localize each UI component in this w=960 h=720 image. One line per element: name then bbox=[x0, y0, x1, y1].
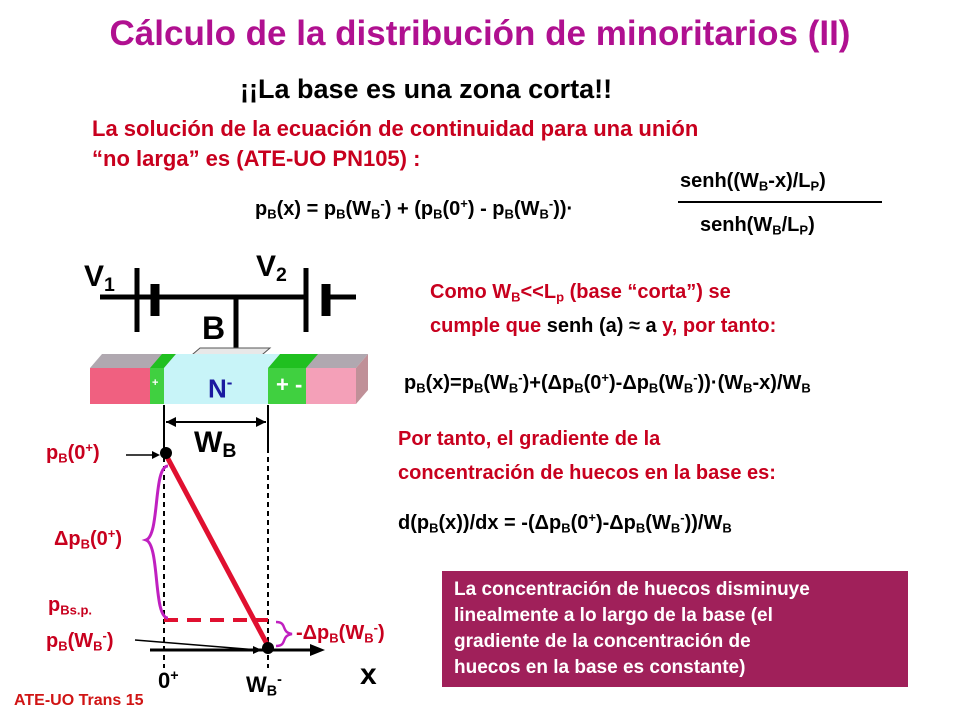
v2-label: $V_2$ bbox=[256, 250, 287, 286]
pbsp-label: $p_{Bs.p.}$ bbox=[48, 594, 93, 618]
gradient-line-1: Por tanto, el gradiente de la bbox=[398, 428, 661, 450]
formula1-numerator: $senh((W_B-x)/L_P)$ bbox=[680, 170, 826, 194]
footer-label: ATE-UO Trans 15 bbox=[14, 692, 144, 709]
intro-line-1: La solución de la ecuación de continuidad para una unión bbox=[92, 116, 699, 141]
point-pbwb bbox=[262, 642, 274, 654]
note-line-4: huecos en la base es constante) bbox=[454, 657, 746, 678]
formula3: $d(p_B(x))/dx = -(\Delta p_B(0^+)-\Delta p_B(W_B^-))/W_B$ bbox=[398, 510, 732, 536]
subtitle: ¡¡La base es una zona corta!! bbox=[240, 74, 613, 104]
formula2: $p_B(x)=p_B(W_B^-)+(\Delta p_B(0^+)-\Delta p_B(W_B^-))\cdot(W_B-x)/W_B$ bbox=[404, 370, 811, 396]
emitter-region bbox=[90, 368, 150, 404]
base-top bbox=[164, 354, 280, 368]
delta-pb0-label: $\Delta p_B(0^+)$ bbox=[54, 526, 123, 552]
delta-pbwb-bracket bbox=[276, 622, 292, 646]
base-label: B bbox=[202, 310, 226, 346]
page-title: Cálculo de la distribución de minoritarios (II) bbox=[109, 14, 851, 53]
wb-arrow-left bbox=[166, 417, 176, 427]
n-region-label: N- bbox=[208, 373, 233, 404]
wb-arrow-right bbox=[256, 417, 266, 427]
intro-line-2: “no larga” es (ATE-UO PN105) : bbox=[92, 146, 421, 171]
formula1-denominator: $senh(W_B/L_P)$ bbox=[700, 214, 815, 238]
collector-region bbox=[306, 368, 356, 404]
svg-text:+: + bbox=[152, 377, 159, 389]
axis-wb-label: $W_B^-$ bbox=[246, 672, 282, 700]
point-pb0 bbox=[160, 447, 172, 459]
delta-pbwb-label: $-\Delta p_B(W_B^-)$ bbox=[296, 620, 385, 646]
formula1-lhs: $p_B(x) = p_B(W_B^-) + (p_B(0^+) - p_B(W_B^-))\cdot$ bbox=[255, 196, 574, 222]
pbwb-label: $p_B(W_B^-)$ bbox=[46, 628, 114, 654]
pb0-label: $p_B(0^+)$ bbox=[46, 440, 100, 466]
plus-minus-label: + - bbox=[276, 372, 303, 397]
wb-label: $W_B$ bbox=[194, 426, 237, 462]
v1-label: $V_1$ bbox=[84, 260, 115, 296]
gradient-line-2: concentración de huecos en la base es: bbox=[398, 462, 776, 484]
axis-x-label: x bbox=[360, 658, 377, 691]
como-line-1: Como $W_B<<L_p$ (base “corta”) se bbox=[430, 281, 731, 305]
concentration-profile-line bbox=[166, 455, 268, 646]
note-box bbox=[442, 571, 908, 687]
x-axis-arrow bbox=[310, 644, 325, 656]
note-line-1: La concentración de huecos disminuye bbox=[454, 579, 810, 600]
fraction-bar bbox=[678, 201, 882, 203]
axis-zero-label: 0+ bbox=[158, 668, 179, 693]
como-line-2: cumple que senh (a) ≈ a y, por tanto: bbox=[430, 315, 777, 337]
note-line-3: gradiente de la concentración de bbox=[454, 631, 751, 652]
note-line-2: linealmente a lo largo de la base (el bbox=[454, 605, 773, 626]
